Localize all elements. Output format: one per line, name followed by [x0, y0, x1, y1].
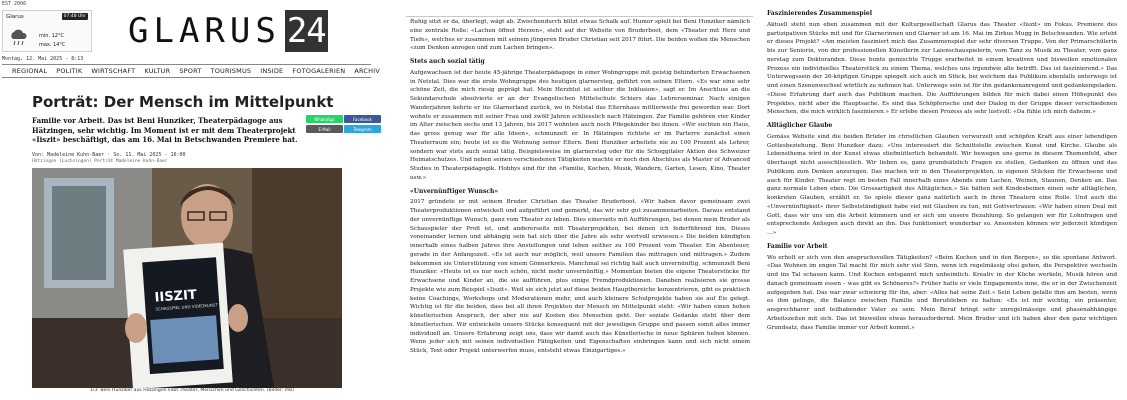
weather-max: max. 14°C [39, 42, 66, 48]
article-title: Porträt: Der Mensch im Mittelpunkt [32, 93, 334, 111]
dateline: Montag, 12. Mai 2025 - 8:13 [2, 56, 84, 62]
nav-item-wirtschaft[interactable]: WIRTSCHAFT [91, 67, 136, 75]
share-whatsapp-label: WhatsApp [314, 116, 335, 122]
photo-caption: 1/3: Beni Hunziker aus Hätzingen liebt Theater, Menschen und Geschichten. (Bilder: mb) [90, 388, 294, 393]
share-whatsapp-button[interactable] [306, 115, 343, 123]
photo-portrait [32, 168, 342, 388]
article-body-column-1 [410, 18, 750, 356]
cloud-rain-icon [8, 29, 28, 47]
nav-item-politik[interactable]: POLITIK [56, 67, 83, 75]
body-paragraph: Aufgewachsen ist der heute 45-jährige Theaterpädagoge in einer Wohngruppe mit geistig behinderten Erwachsenen in Netstal. Dies war die erste Wohngruppe des heutigen glarnersteg, geführt von seinen Eltern. «Es war eine sehr schöne Zeit, die mich riesig geprägt hat. Mein Herzblut ist seither die Inklusion», sagt er. Im Anschluss an die Sekundarschule absolvierte er an der Evangelischen Mittelschule Schiers das Lehrerseminar. Nach einigen Wanderjahren kehrte er ins Glarnerland zurück, wo in Netstal das Elternhaus mittlerweile frei geworden war. Dort wohnte er zusammen mit seiner Frau und zwölf Jahren schliesslich nach Hätzingen. Zur Familie gehören vier Kinder im Alter zwischen sechs und 13 Jahren, bis 2017 wohnten auch noch Pflegekinder bei ihnen. «Wir suchten ein Haus, das gross genug war für alle Ideen», schmunzelt er. In Hätzingen richtete er im Parterre zunächst einen Theaterraum ein; heute ist es die Wohnung seiner Eltern. Beni Hunziker arbeitete nie zu 100 Prozent als Lehrer, sondern war stets auch sozial tätig. Beispielsweise im glarnersteg oder für die Schoggitaler Aktion des Schweizer Heimatschutzes. Und neben seinen verschiedenen Tätigkeiten machte er noch den Abschluss als Master of Advanced Studies in Theaterpädagogik. Hobbys sind für ihn «Familie, Kochen, Musik, Wandern, Garten, Lesen, Kino, Theater usw.» [410, 69, 750, 181]
column-divider [406, 16, 753, 17]
logo-number: 24 [286, 11, 326, 51]
body-paragraph: Ruhig sitzt er da, überlegt, wägt ab. Zwischendurch blitzt etwas Schalk auf. Humor spielt bei Beni Hunziker nämlich eine zentrale Rolle: «Lachen öffnet Herzen», steht auf der Website von Bruderboot, dem «Theater mit Herz und Tiefe», welches er zusammen mit seinem jüngeren Bruder Christian seit 2017 führt. Die beiden wollen die Menschen «zum Denken anregen und zum Lachen bringen». [410, 19, 750, 52]
nav-item-fotogalerien[interactable]: FOTOGALERIEN [292, 67, 346, 75]
article-byline: Von: Madeleine Kuhn-Baer · So. 11. Mai 2025 - 16:00 [32, 152, 186, 158]
article-photo[interactable] [32, 168, 342, 388]
article-lead: Familie vor Arbeit. Das ist Beni Hunziker, Theaterpädagoge aus Hätzingen, sehr wichtig. Im Moment ist er mit dem Theaterprojekt «Iiszit» beschäftigt, das am 16. Mai in Betschwanden Premiere hat. [32, 116, 298, 145]
weather-min: min. 12°C [39, 33, 64, 39]
body-paragraph: Wo erholt er sich von den anspruchsvollen Tätigkeiten? «Beim Kochen und in den Bergen», so die spontane Antwort. «Das Wohnen im engen Tal macht für mich sehr viel Sinn, wenn ich regelmässig ohsi gehen, die Perspektive wechseln und ins Tal schauen kann. Und Kochen entspannt mich unheimlich. Kreativ in der Küche werkeln, Musik hören und danach gemeinsam essen – was gibt es Schöneres?» Früher hatte er viele Engagements inne, die er in der Zwischenzeit aufgegeben hat. Das war zwar schwierig für ihn, aber: «Alles hat seine Zeit.» Sein Leben gefalle ihm am besten, wenn es ihm gelinge, die Balance zwischen Familie und Berufsleben zu halten: «Es ist mir wichtig, ein präsenter, ansprechbarer und teilhabender Vater zu sein. Mein Beruf bringt sehr unregelmässige und phasenabhängige Arbeitszeiten mit sich. Das ist bisweilen etwas herausfordernd. Mein Bruder und ich haben aber den ganz wichtigen Grundsatz, dass Familie immer vor Arbeit kommt.» [767, 254, 1117, 331]
est-label: EST 2006 [2, 1, 27, 7]
body-subheading: Familie vor Arbeit [767, 242, 828, 250]
nav-item-sport[interactable]: SPORT [179, 67, 202, 75]
body-paragraph: Gemäss Website sind die beiden Brüder im christlichen Glauben verwurzelt und schöpfen Kraft aus einer lebendigen Gottesbeziehung. Beni Hunziker dazu: «Uns interessiert die Schnittstelle zwischen Kunst und Kirche. Glaube als Lebensthema wird in der Kunst etwas stiefmütterlich behandelt. Wir bewegen uns gerne in diesem Themenfeld, aber überhaupt nicht ausschliesslich. Wir lieben es, ganz grundsätzlich Fragen zu stellen, Gedanken zu öffnen und das Publikum zum Denken anzuregen. Das machen wir in den Theaterprojekten, in eigenen Stücken für Erwachsene und auch für Kinder. Theater regt im besten Fall innerhalb eines Abends zum Lachen, Weinen, Staunen, Denken an. Das ganz normale Leben eben. Die Grossartigkeit des Alltäglichen.» Sie hätten seit Kindesbeinen einen sehr alltäglichen, konkreten Glauben, erzählt er. So spiele dieser ganz natürlich auch in ihren Theatern eine Rolle. Und auch die «Unvernünftigkeit» ihrer Selbstständigkeit habe viel mit Glauben zu tun, mit Gottvertrauen: «Wir haben einen Deal mit Gott, dass wir uns um die Arbeit kümmern und er sich um unsere Bezahlung. So gelangen wir für Lohnfragen und entsprechende Anliegen auch direkt an ihn. Das funktioniert wunderbar so. Ansonsten können wir jederzeit kündigen …» [767, 133, 1117, 236]
share-email-label: E-Mail [318, 126, 331, 132]
body-paragraph: 2017 gründete er mit seinem Bruder Christian das Theater Bruderboot. «Wir haben davor gemeinsam zwei Theaterproduktionen entwickelt und aufgeführt und gemerkt, das wir sehr gut zusammenarbeiten. Daraus entstand der unvernünftige Wunsch, ganz vom Theater zu leben. Dies einerseits mit Aufführungen, bei denen mein Bruder als Schauspieler der Profi ist, und andererseits mit Theaterprojekten, bei denen ich federführend bin. Dieses voneinander lernen und abhängig sein hat sich über die Jahre als sehr wertvoll erwiesen.» Die beiden kündigten innerhalb eines halben Jahres ihre Anstellungen und leben seither zu 100 Prozent vom Theater. Ein Abenteuer, gerade in der Anfangszeit. «Es ist auch nur möglich, weil unsere Familien das mittragen und mittragen.» Zudem bekommen sie Unterstützung von einem Gönnerkreis. Manchmal sei richtig halt auch unvernünftig, schmunzelt Beni Hunziker. «Heute ist es nur noch schön, nicht mehr unvernünftig.» Momentan bieten die eigene Theaterstücke für Erwachsene und Kinder an, die sie aufführen, plus einige Fremdproduktionen. Daneben realisieren sie grosse Projekte wie zum Beispiel «Iiszit». Weil sie sich jetzt auf diese beiden Hauptbereiche konzentrieren, gibt es praktisch keine Coachings, Workshops und Moderationen mehr, und auch kleinere Schulprojekte haben sie auf Eis gelegt. Wichtig ist für die beiden, dass bei all ihren Projekten der Mensch im Mittelpunkt steht: «Wir haben einen hohen künstlerischen Anspruch, der aber nie auf Kosten des Menschen geht. Der soziale Gedanke steht über dem künstlerischen. Wir entwickeln unsere Stücke konsequent mit der jeweiligen Gruppe und passen somit alles immer individuell an. Unsere Erfahrung zeigt uns, dass wir damit auch das Künstlerische in neue Sphären heben können. Wenn jeder sich mit seinen individuellen Fähigkeiten und Eigenschaften einbringen kann und sich nicht einem Stück, Text oder Projekt unterwerfen muss, entsteht etwas Einzigartiges.» [410, 199, 750, 354]
weather-widget [2, 10, 92, 52]
share-email-button[interactable] [306, 125, 343, 133]
share-facebook-label: Facebook [353, 116, 372, 122]
body-subheading: «Unvernünftiger Wunsch» [410, 187, 499, 195]
share-telegram-button[interactable] [344, 125, 381, 133]
logo-word: GLARUS [128, 11, 281, 51]
book-title: IISZIT [154, 287, 198, 306]
weather-location: Glarus [6, 14, 24, 20]
nav-item-tourismus[interactable]: TOURISMUS [210, 67, 252, 75]
book-subtitle: SCHAUSPIEL UND VIDEOKUNST [155, 302, 219, 312]
share-telegram-label: Telegram [353, 126, 372, 132]
nav-item-inside[interactable]: INSIDE [260, 67, 284, 75]
site-logo[interactable] [128, 10, 328, 52]
share-facebook-button[interactable] [344, 115, 381, 123]
main-nav [2, 64, 380, 78]
article-body-column-2 [767, 10, 1117, 332]
body-subheading: Alltäglicher Glaube [767, 122, 833, 129]
body-paragraph: Aktuell steht nun eben zusammen mit der Kulturgesellschaft Glarus das Theater «Iiszit» im Fokus. Premiere des partizipativen Stücks mit und für Glarnerinnen und Glarner ist am 16. Mai im Zirkus Mugg in Betschwanden. Wie erlebt er dieses Projekt? «Am meisten fasziniert mich das Zusammenspiel der sehr diversen Truppe. Von der Primarschülerin bis zur Seniorin, von der professionellen Künstlerin zur Laienschauspielerin, vom Tanz zu Musik zu Theater, vom ganz nerstag zum Doktoranden. Diese bunte gemischte Truppe erarbeitet in einem kreativen und bisweilen emotionalen Prozess ein individuelles Theaterstück zu einem Thema, welches uns irgendwie alle betrifft. Das ist faszinierend.» Das Unterwegssein der 26-köpfigen Gruppe spiegelt sich auch im Stück, bei welchem das Publikum ebenfalls unterwegs ist und einen Szenenwechsel wörtlich zu nehmen hat. Unterwegs sein ist für ihn gedankenanregend und gedankengeladen. «Diese Erfahrung darf auch das Publikum machen. Die Aufführungen bilden für mich dabei einen Höhepunkt des Projektes, nicht aber die Hauptsache. Es sind das Schöpferische und der Dialog in der Gruppe dieser verschiedenen Menschen, die mich wirklich faszinieren.» Er erlebe diesen Prozess als sehr lustvoll: «Da fühle ich mich daheim.» [767, 21, 1117, 116]
nav-item-regional[interactable]: REGIONAL [12, 67, 48, 75]
article-tags[interactable]: Hätzingen (Luchsingen) Porträt Madeleine Kuhn-Baer [32, 159, 168, 164]
nav-item-archiv[interactable]: ARCHIV [354, 67, 380, 75]
nav-item-kultur[interactable]: KULTUR [144, 67, 171, 75]
body-subheading: Faszinierendes Zusammenspiel [767, 10, 872, 17]
body-subheading: Stets auch sozial tätig [410, 58, 485, 65]
weather-time: 07:48 Uhr [63, 14, 86, 19]
